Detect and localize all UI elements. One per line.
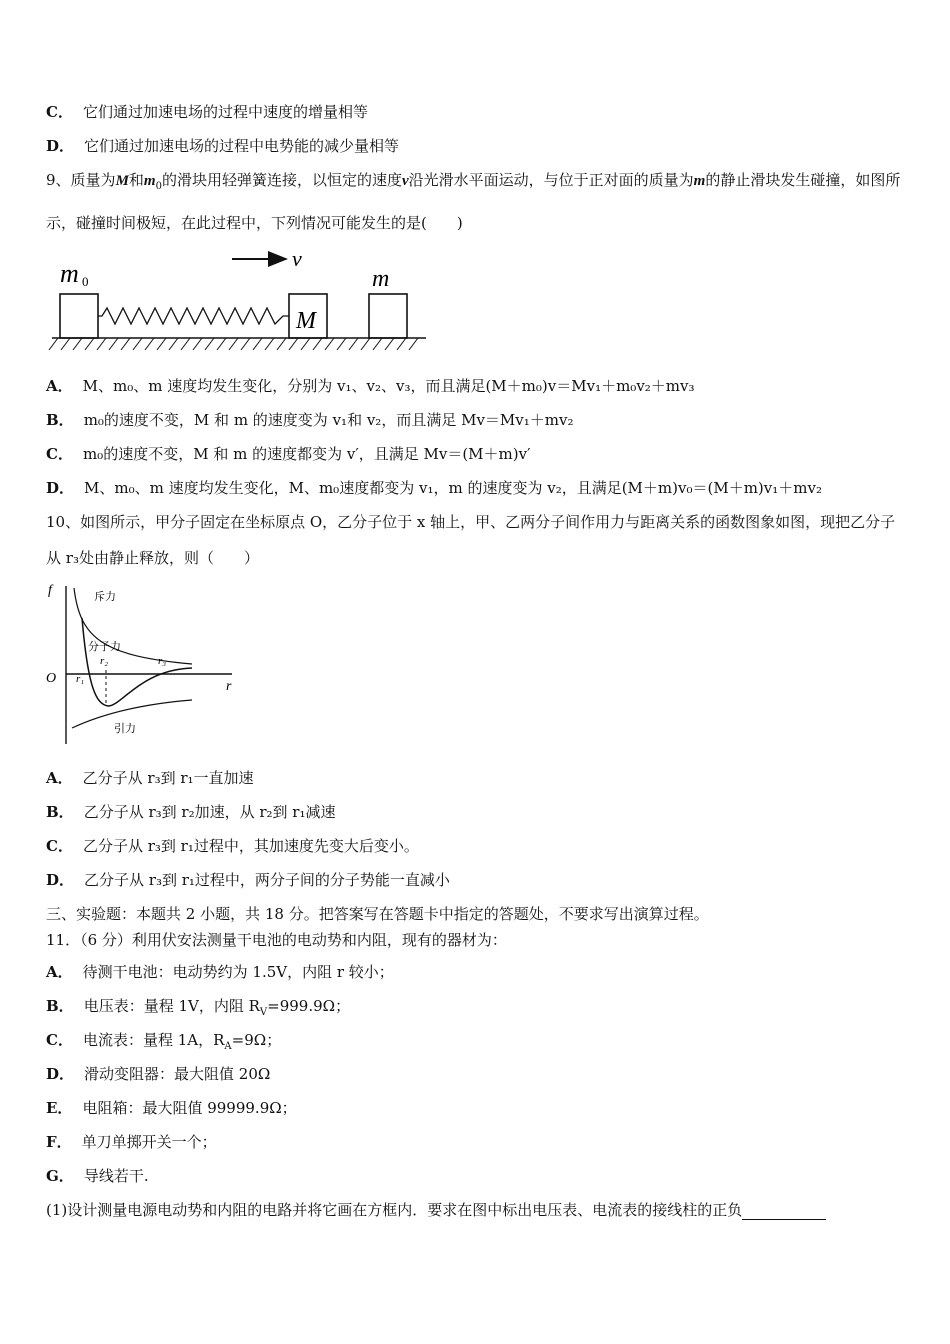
q10-force-distance-graph — [42, 578, 242, 748]
hatch-mark — [241, 338, 250, 350]
ground-hatch — [49, 338, 418, 350]
hatch-mark — [133, 338, 142, 350]
spring — [98, 308, 289, 324]
q9-option-b: B． m₀的速度不变，M 和 m 的速度变为 v₁和 v₂，而且满足 Mv＝Mv₁＋mv₂ — [46, 411, 574, 429]
hatch-mark — [301, 338, 310, 350]
hatch-mark — [193, 338, 202, 350]
hatch-mark — [265, 338, 274, 350]
answer-blank[interactable] — [742, 1205, 826, 1220]
block-m0 — [60, 294, 98, 338]
hatch-mark — [109, 338, 118, 350]
label-m: m — [372, 266, 390, 292]
hatch-mark — [277, 338, 286, 350]
hatch-mark — [229, 338, 238, 350]
hatch-mark — [217, 338, 226, 350]
q10-option-b: B． 乙分子从 r₃到 r₂加速，从 r₂到 r₁减速 — [46, 803, 336, 821]
block-m — [369, 294, 407, 338]
hatch-mark — [97, 338, 106, 350]
q11-part1: (1)设计测量电源电动势和内阻的电路并将它画在方框内．要求在图中标出电压表、电流表的接线柱的正负 — [46, 1200, 826, 1220]
hatch-mark — [49, 338, 58, 350]
q11-item-g: G． 导线若干. — [46, 1167, 149, 1185]
label-M: M — [296, 308, 316, 334]
hatch-mark — [325, 338, 334, 350]
hatch-mark — [313, 338, 322, 350]
q10-option-d: D． 乙分子从 r₃到 r₁过程中，两分子间的分子势能一直减小 — [46, 871, 450, 889]
hatch-mark — [337, 338, 346, 350]
label-r2: r₂ — [100, 655, 109, 667]
q9-option-a: A． M、m₀、m 速度均发生变化，分别为 v₁、v₂、v₃，而且满足(M＋m₀)v＝Mv₁＋m₀v₂＋mv₃ — [46, 377, 695, 395]
option-label: C． — [46, 103, 73, 121]
q10-stem: 10、如图所示，甲分子固定在坐标原点 O，乙分子位于 x 轴上，甲、乙两分子间作用力与距离关系的函数图象如图，现把乙分子从 r₃处由静止释放，则（ ） — [46, 513, 896, 567]
option-text: 它们通过加速电场的过程中电势能的减少量相等 — [84, 137, 400, 155]
hatch-mark — [409, 338, 418, 350]
hatch-mark — [121, 338, 130, 350]
label-r1: r₁ — [76, 673, 85, 685]
q11-item-a: A． 待测干电池：电动势约为 1.5V，内阻 r 较小； — [46, 963, 394, 981]
hatch-mark — [169, 338, 178, 350]
hatch-mark — [253, 338, 262, 350]
label-v: v — [292, 246, 302, 271]
hatch-mark — [73, 338, 82, 350]
q11-item-e: E． 电阻箱：最大阻值 99999.9Ω； — [46, 1099, 297, 1117]
hatch-mark — [157, 338, 166, 350]
label-molecular: 分子力 — [88, 641, 121, 653]
q10-option-a: A． 乙分子从 r₃到 r₁一直加速 — [46, 769, 254, 787]
label-O: O — [46, 671, 57, 686]
label-repulse: 斥力 — [94, 591, 116, 603]
hatch-mark — [289, 338, 298, 350]
q10-option-c: C． 乙分子从 r₃到 r₁过程中，其加速度先变大后变小。 — [46, 837, 419, 855]
q11-item-b: B． 电压表：量程 1V，内阻 $R_V=999.9\Omega$； — [46, 997, 351, 1018]
label-r: r — [226, 679, 232, 694]
hatch-mark — [61, 338, 70, 350]
hatch-mark — [205, 338, 214, 350]
hatch-mark — [373, 338, 382, 350]
option-text: 它们通过加速电场的过程中速度的增量相等 — [82, 103, 368, 121]
q8-option-c — [46, 102, 368, 122]
hatch-mark — [397, 338, 406, 350]
label-m0: m — [60, 259, 79, 288]
hatch-mark — [385, 338, 394, 350]
hatch-mark — [181, 338, 190, 350]
label-m0-sub: 0 — [82, 274, 89, 289]
option-label: D． — [46, 137, 75, 155]
section3-heading: 三、实验题：本题共 2 小题，共 18 分。把答案写在答题卡中指定的答题处，不要求写出演算过程。 — [46, 905, 709, 923]
q9-spring-block-figure — [46, 244, 436, 356]
q8-option-d — [46, 136, 399, 156]
q11-item-c: C． 电流表：量程 1A，$R_A=9\Omega$； — [46, 1031, 282, 1052]
q11-stem: 11．（6 分）利用伏安法测量干电池的电动势和内阻，现有的器材为： — [46, 931, 507, 949]
label-f: f — [48, 583, 52, 598]
q9-option-c: C． m₀的速度不变，M 和 m 的速度都变为 v′，且满足 Mv＝(M＋m)v′ — [46, 445, 531, 463]
hatch-mark — [145, 338, 154, 350]
label-attract: 引力 — [114, 723, 136, 735]
q9-option-d: D． M、m₀、m 速度均发生变化，M、m₀速度都变为 v₁，m 的速度变为 v₂，且满足(M＋m)v₀＝(M＋m)v₁＋mv₂ — [46, 479, 822, 497]
q9-stem: 9、质量为M和$m_0$的滑块用轻弹簧连接，以恒定的速度v沿光滑水平面运动，与位于正对面的质量为m的静止滑块发生碰撞，如图所示，碰撞时间极短，在此过程中，下列情况可能发生的是( ) — [46, 171, 901, 232]
hatch-mark — [85, 338, 94, 350]
hatch-mark — [349, 338, 358, 350]
q11-item-f: F． 单刀单掷开关一个； — [46, 1133, 217, 1151]
label-r3: r₃ — [158, 655, 167, 667]
hatch-mark — [361, 338, 370, 350]
q11-item-d: D． 滑动变阻器：最大阻值 20Ω — [46, 1065, 271, 1083]
